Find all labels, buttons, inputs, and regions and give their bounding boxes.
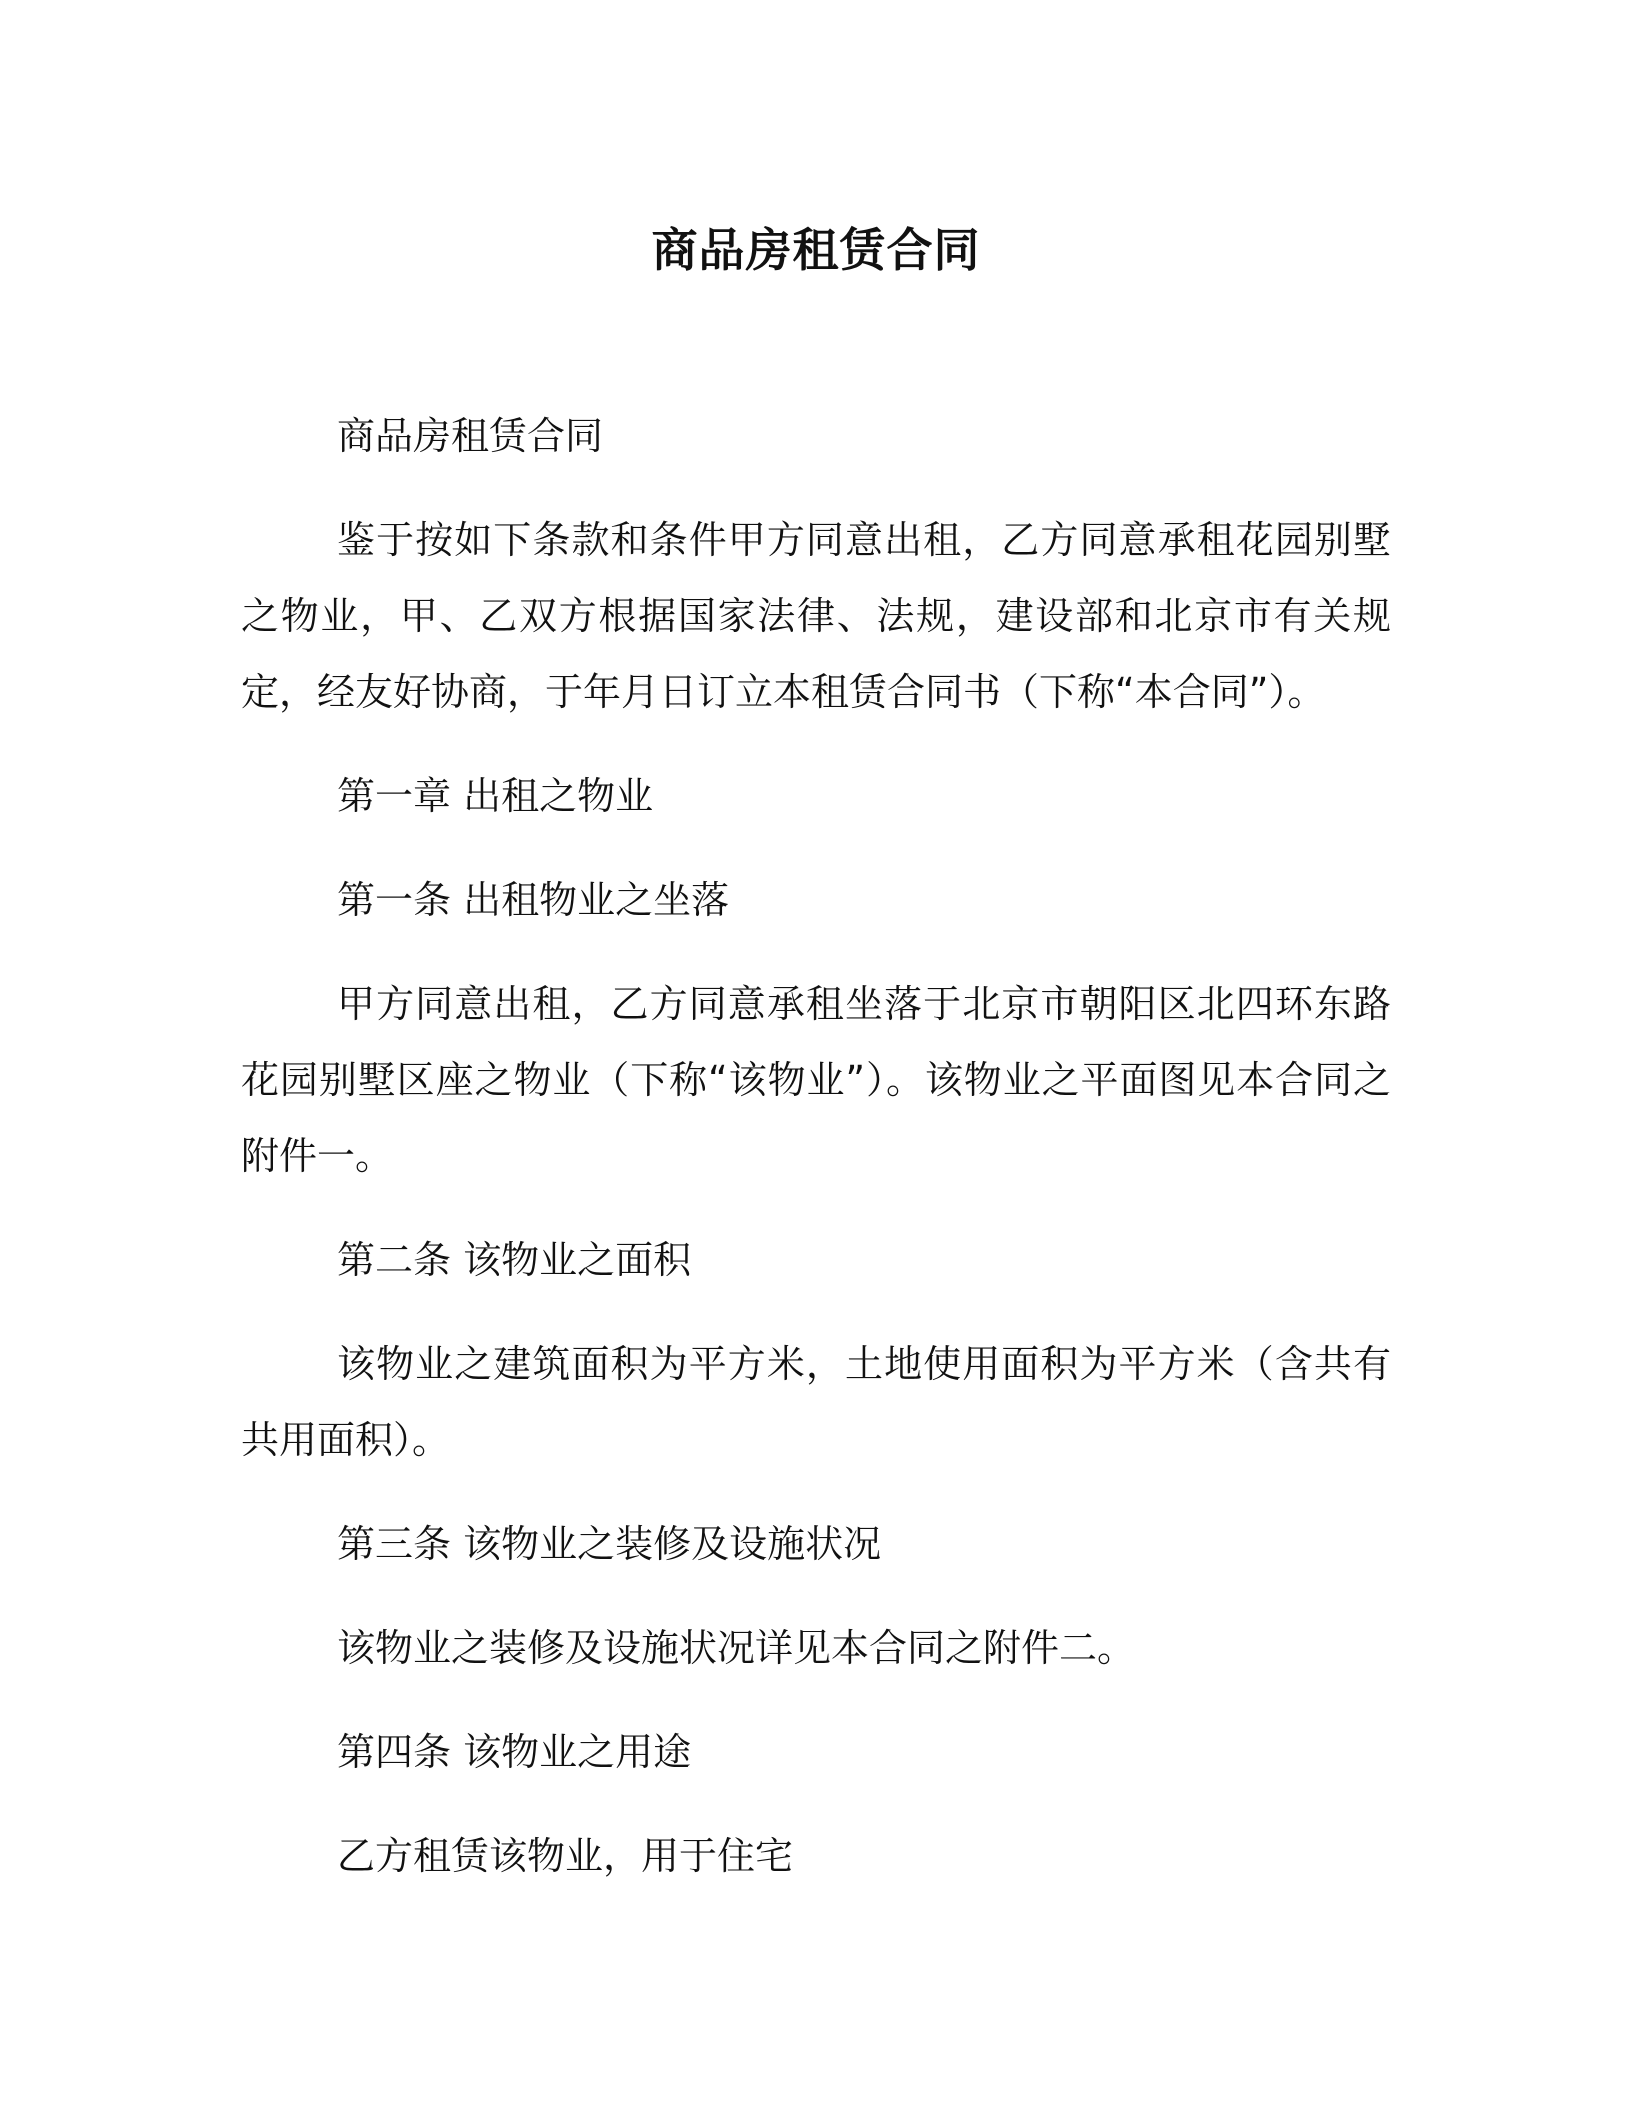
article-2-heading: 第二条 该物业之面积 bbox=[337, 1238, 692, 1282]
article-3-heading: 第三条 该物业之装修及设施状况 bbox=[337, 1522, 882, 1566]
chapter-1-heading: 第一章 出租之物业 bbox=[337, 774, 654, 818]
document-title: 商品房租赁合同 bbox=[651, 223, 981, 277]
article-1-paragraph: 甲方同意出租，乙方同意承租坐落于北京市朝阳区北四环东路花园别墅区座之物业（下称“该物业”）。该物业之平面图见本合同之附件一。 bbox=[241, 982, 1391, 1178]
document-body bbox=[241, 398, 1391, 1922]
contract-name-line: 商品房租赁合同 bbox=[337, 414, 604, 458]
article-4-paragraph: 乙方租赁该物业，用于住宅 bbox=[337, 1834, 794, 1878]
article-2-paragraph: 该物业之建筑面积为平方米，土地使用面积为平方米（含共有共用面积）。 bbox=[241, 1342, 1391, 1462]
article-3-paragraph: 该物业之装修及设施状况详见本合同之附件二。 bbox=[337, 1626, 1136, 1670]
article-4-heading: 第四条 该物业之用途 bbox=[337, 1730, 692, 1774]
article-1-heading: 第一条 出租物业之坐落 bbox=[337, 878, 730, 922]
preamble-paragraph: 鉴于按如下条款和条件甲方同意出租，乙方同意承租花园别墅之物业，甲、乙双方根据国家法律、法规，建设部和北京市有关规定，经友好协商，于年月日订立本租赁合同书（下称“本合同”）。 bbox=[241, 518, 1391, 714]
